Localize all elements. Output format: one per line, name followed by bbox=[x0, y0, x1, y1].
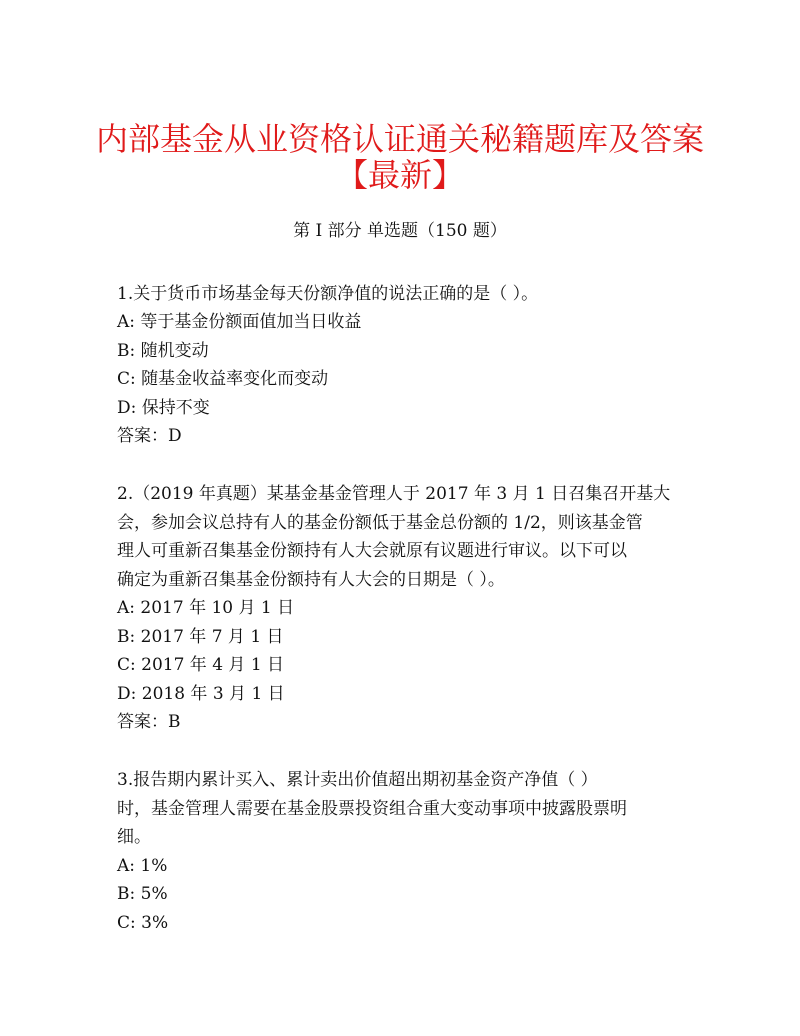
question-2-option-b: B: 2017 年 7 月 1 日 bbox=[117, 627, 284, 647]
question-1-answer: 答案：D bbox=[117, 426, 182, 446]
question-2-stem-line: 2.（2019 年真题）某基金基金管理人于 2017 年 3 月 1 日召集召开基大 bbox=[117, 484, 671, 504]
section-heading: 第 I 部分 单选题（150 题） bbox=[293, 221, 507, 241]
question-3-stem-line: 细。 bbox=[117, 827, 151, 847]
question-3-option-a: A: 1% bbox=[117, 856, 168, 876]
question-1-option-c: C: 随基金收益率变化而变动 bbox=[117, 369, 329, 389]
question-2-option-c: C: 2017 年 4 月 1 日 bbox=[117, 655, 285, 675]
question-3-option-c: C: 3% bbox=[117, 913, 169, 933]
document-title-line1: 内部基金从业资格认证通关秘籍题库及答案 bbox=[95, 120, 704, 158]
document-title-line2: 【最新】 bbox=[335, 156, 464, 194]
question-1-stem-line: 1.关于货币市场基金每天份额净值的说法正确的是（ ）。 bbox=[117, 284, 539, 304]
question-2-option-d: D: 2018 年 3 月 1 日 bbox=[117, 684, 285, 704]
question-2-answer: 答案：B bbox=[117, 712, 181, 732]
question-1-option-d: D: 保持不变 bbox=[117, 398, 210, 418]
question-2-stem-line: 理人可重新召集基金份额持有人大会就原有议题进行审议。以下可以 bbox=[117, 541, 627, 561]
question-2-stem-line: 会，参加会议总持有人的基金份额低于基金总份额的 1/2，则该基金管 bbox=[117, 513, 643, 533]
question-1-option-b: B: 随机变动 bbox=[117, 341, 209, 361]
question-2-stem-line: 确定为重新召集基金份额持有人大会的日期是（ ）。 bbox=[117, 570, 505, 590]
question-3-stem-line: 时，基金管理人需要在基金股票投资组合重大变动事项中披露股票明 bbox=[117, 799, 627, 819]
question-2-option-a: A: 2017 年 10 月 1 日 bbox=[117, 598, 295, 618]
question-1-option-a: A: 等于基金份额面值加当日收益 bbox=[117, 312, 362, 332]
question-3-option-b: B: 5% bbox=[117, 884, 168, 904]
question-3-stem-line: 3.报告期内累计买入、累计卖出价值超出期初基金资产净值（ ） bbox=[117, 770, 598, 790]
